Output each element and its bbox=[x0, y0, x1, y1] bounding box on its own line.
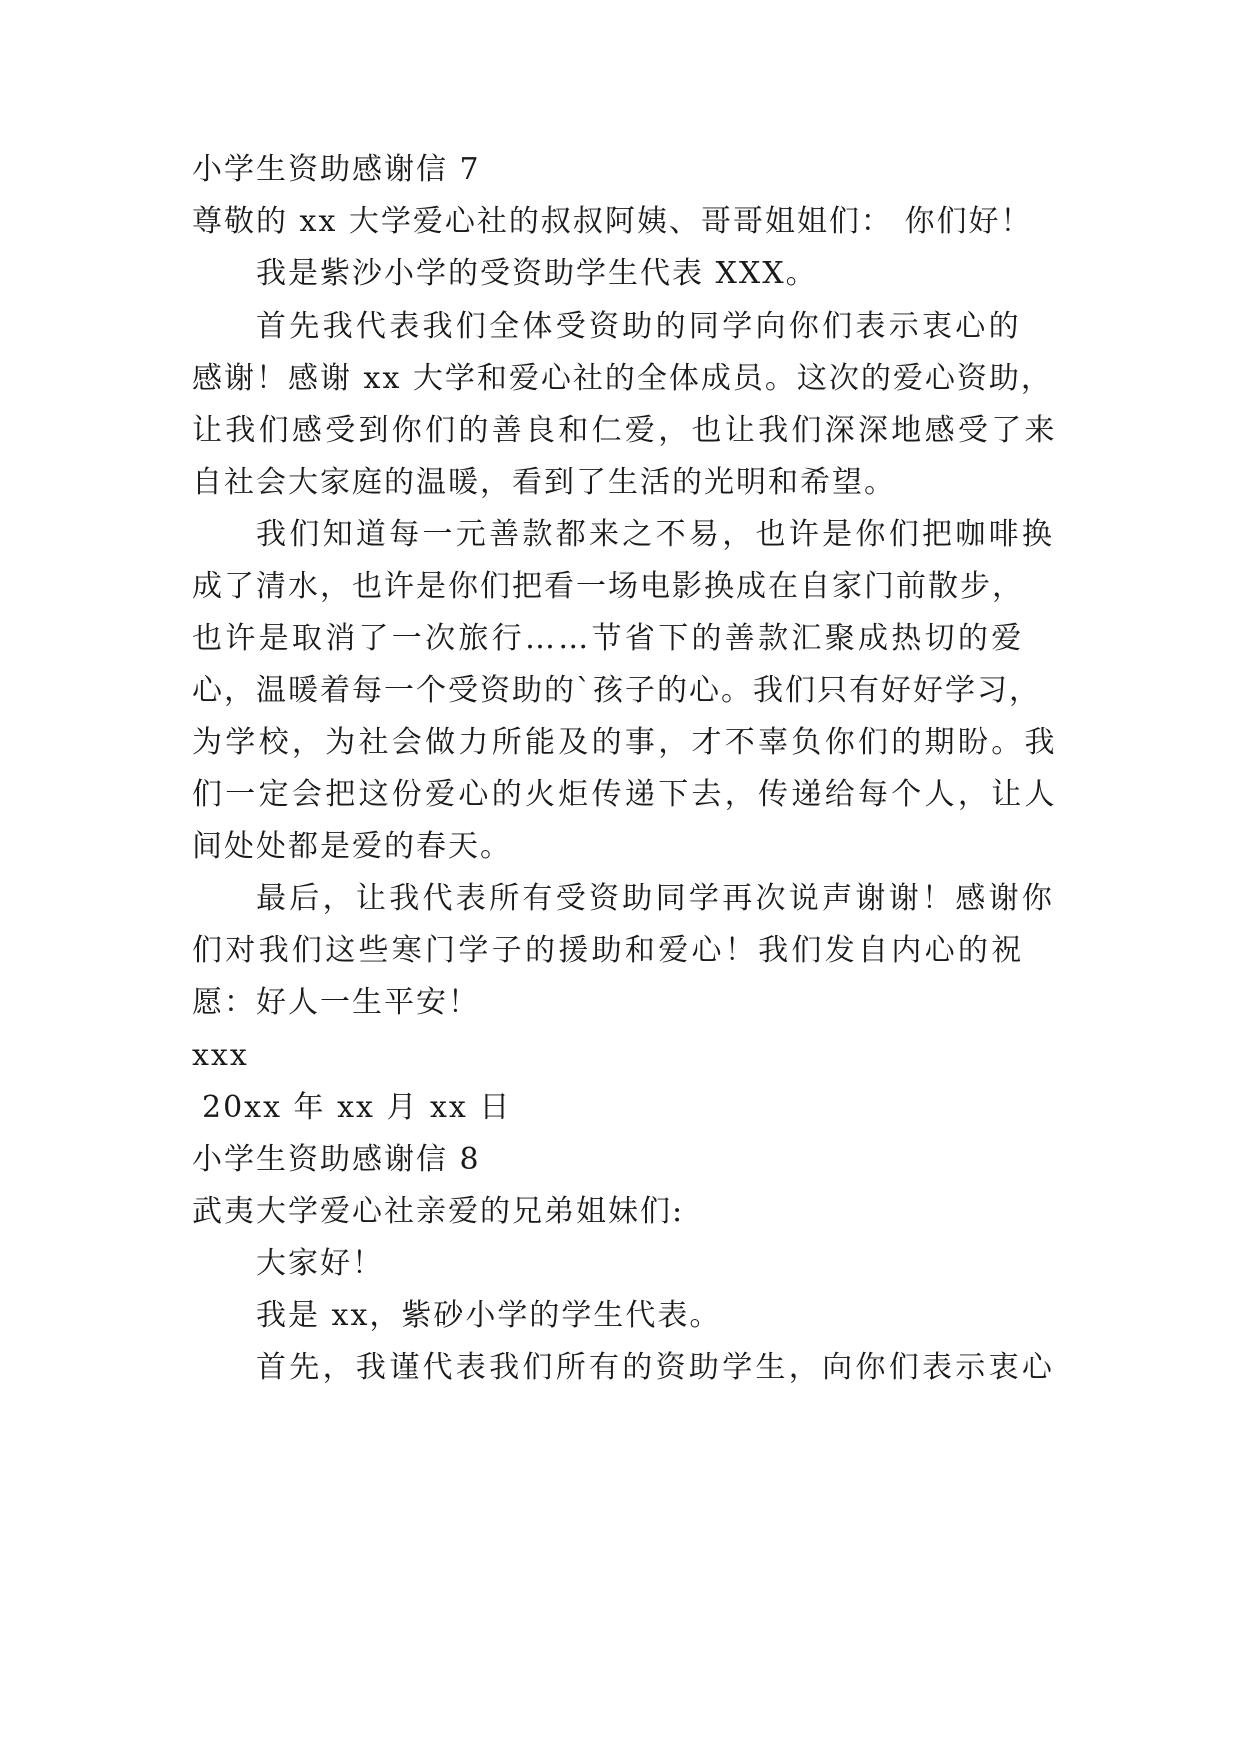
letter7-para1-line: 自社会大家庭的温暖，看到了生活的光明和希望。 bbox=[192, 465, 896, 500]
letter7-para3-line: 愿：好人一生平安！ bbox=[192, 985, 480, 1020]
letter7-intro: 我是紫沙小学的受资助学生代表 XXX。 bbox=[256, 256, 818, 291]
letter8-para1-line: 首先，我谨代表我们所有的资助学生，向你们表示衷心 bbox=[256, 1350, 1056, 1385]
letter7-para1-line: 让我们感受到你们的善良和仁爱，也让我们深深地感受了来 bbox=[192, 413, 1058, 448]
letter7-para2-line: 成了清水，也许是你们把看一场电影换成在自家门前散步， bbox=[192, 569, 1024, 604]
letter8-intro: 我是 xx，紫砂小学的学生代表。 bbox=[256, 1298, 722, 1333]
letter7-para2-line: 我们知道每一元善款都来之不易，也许是你们把咖啡换 bbox=[256, 517, 1056, 552]
letter7-signature: xxx bbox=[192, 1038, 249, 1073]
letter8-addressee: 武夷大学爱心社亲爱的兄弟姐妹们: bbox=[192, 1194, 685, 1229]
letter7-para2-line: 间处处都是爱的春天。 bbox=[192, 829, 512, 864]
letter7-title: 小学生资助感谢信 7 bbox=[192, 152, 481, 187]
letter7-para1-line: 首先我代表我们全体受资助的同学向你们表示衷心的 bbox=[256, 309, 1022, 344]
letter7-para2-line: 也许是取消了一次旅行……节省下的善款汇聚成热切的爱 bbox=[192, 621, 1025, 656]
letter7-para3-line: 们对我们这些寒门学子的援助和爱心！我们发自内心的祝 bbox=[192, 933, 1025, 968]
letter7-para3-line: 最后，让我代表所有受资助同学再次说声谢谢！感谢你 bbox=[256, 881, 1056, 916]
letter8-title: 小学生资助感谢信 8 bbox=[192, 1142, 481, 1177]
letter7-para2-line: 们一定会把这份爱心的火炬传递下去，传递给每个人，让人 bbox=[192, 777, 1058, 812]
letter7-para1-line: 感谢！感谢 xx 大学和爱心社的全体成员。这次的爱心资助， bbox=[192, 361, 1053, 396]
letter7-para2-line: 为学校，为社会做力所能及的事，才不辜负你们的期盼。我 bbox=[192, 725, 1058, 760]
letter7-greeting: 尊敬的 xx 大学爱心社的叔叔阿姨、哥哥姐姐们： 你们好！ bbox=[192, 204, 1033, 239]
letter8-greeting: 大家好！ bbox=[256, 1246, 384, 1281]
letter7-date: 20xx 年 xx 月 xx 日 bbox=[202, 1090, 512, 1125]
letter7-para2-line: 心，温暖着每一个受资助的`孩子的心。我们只有好好学习， bbox=[192, 673, 1041, 708]
